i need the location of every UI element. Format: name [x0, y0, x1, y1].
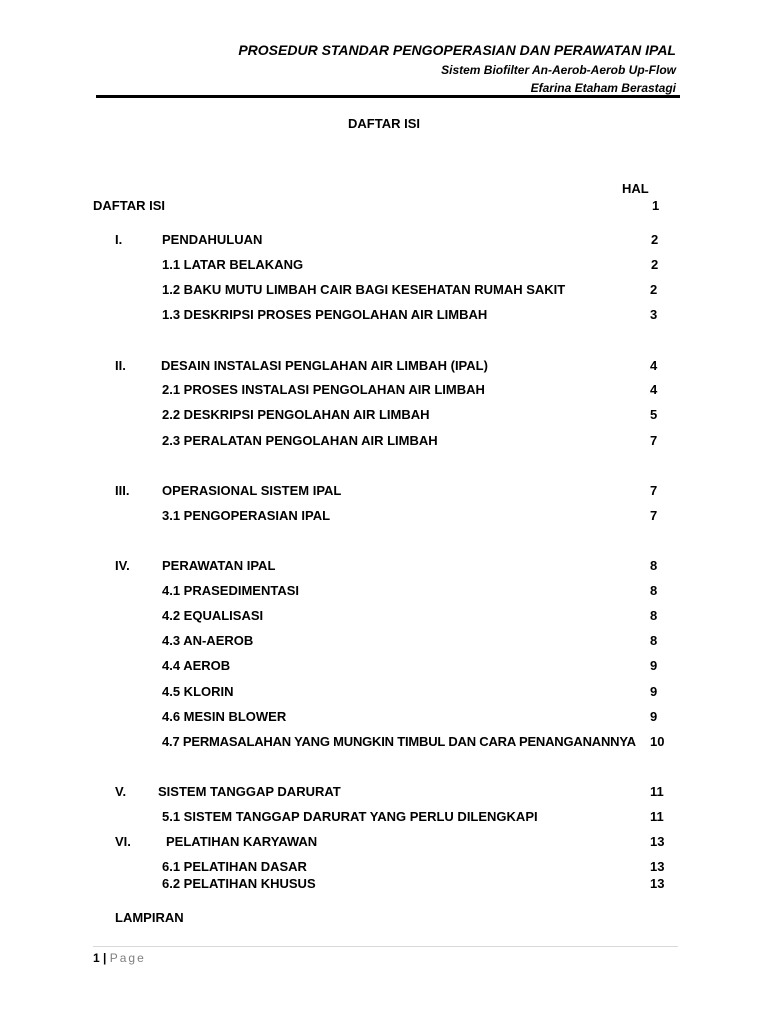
toc-entry: 4.5 KLORIN: [162, 684, 234, 699]
toc-section-num: VI.: [115, 834, 131, 849]
toc-page: 7: [650, 483, 658, 498]
toc-page: 2: [651, 232, 659, 247]
toc-page: 9: [650, 684, 658, 699]
toc-entry: 2.1 PROSES INSTALASI PENGOLAHAN AIR LIMBAH: [162, 382, 485, 397]
toc-page: 5: [650, 407, 658, 422]
toc-entry: 4.3 AN-AEROB: [162, 633, 254, 648]
toc-page: 9: [650, 709, 658, 724]
toc-entry: 4.1 PRASEDIMENTASI: [162, 583, 300, 598]
toc-page: 7: [650, 508, 658, 523]
toc-section-label: PELATIHAN KARYAWAN: [166, 834, 318, 849]
toc-entry: 6.1 PELATIHAN DASAR: [162, 859, 307, 874]
toc-section-num: IV.: [115, 558, 130, 573]
header-company: Efarina Etaham Berastagi: [530, 81, 676, 95]
toc-entry: 4.6 MESIN BLOWER: [162, 709, 287, 724]
page-title: DAFTAR ISI: [348, 116, 420, 131]
toc-section-num: II.: [115, 358, 126, 373]
toc-section-num: III.: [115, 483, 130, 498]
toc-entry: 1.1 LATAR BELAKANG: [162, 257, 304, 272]
toc-section-label: OPERASIONAL SISTEM IPAL: [162, 483, 342, 498]
toc-entry: 4.2 EQUALISASI: [162, 608, 264, 623]
toc-entry: 4.7 PERMASALAHAN YANG MUNGKIN TIMBUL DAN CARA PENANGANANNYA: [162, 734, 636, 749]
toc-page: 13: [650, 834, 665, 849]
toc-section-label: SISTEM TANGGAP DARURAT: [158, 784, 341, 799]
toc-page: 4: [650, 382, 658, 397]
toc-entry: 1.3 DESKRIPSI PROSES PENGOLAHAN AIR LIMBAH: [162, 307, 488, 322]
toc-lampiran: LAMPIRAN: [115, 910, 184, 925]
toc-page: 4: [650, 358, 658, 373]
toc-entry: 5.1 SISTEM TANGGAP DARURAT YANG PERLU DILENGKAPI: [162, 809, 538, 824]
toc-entry: 6.2 PELATIHAN KHUSUS: [162, 876, 316, 891]
toc-page: 13: [650, 876, 665, 891]
footer-separator: |: [103, 951, 107, 965]
toc-entry: 2.3 PERALATAN PENGOLAHAN AIR LIMBAH: [162, 433, 438, 448]
toc-section-label: PENDAHULUAN: [162, 232, 263, 247]
toc-section-label: PERAWATAN IPAL: [162, 558, 276, 573]
toc-page: 9: [650, 658, 658, 673]
header-subtitle: Sistem Biofilter An-Aerob-Aerob Up-Flow: [441, 63, 676, 77]
toc-page: 8: [650, 558, 658, 573]
toc-page: 13: [650, 859, 665, 874]
footer: [93, 951, 146, 965]
toc-section-label: DESAIN INSTALASI PENGLAHAN AIR LIMBAH (IPAL): [161, 358, 488, 373]
toc-page: 10: [650, 734, 665, 749]
toc-section-num: I.: [115, 232, 123, 247]
toc-entry: 3.1 PENGOPERASIAN IPAL: [162, 508, 331, 523]
toc-entry: 1.2 BAKU MUTU LIMBAH CAIR BAGI KESEHATAN RUMAH SAKIT: [162, 282, 566, 297]
toc-section-num: V.: [115, 784, 127, 799]
toc-page: 2: [650, 282, 658, 297]
toc-page: 3: [650, 307, 658, 322]
toc-page: 8: [650, 583, 658, 598]
toc-entry: 2.2 DESKRIPSI PENGOLAHAN AIR LIMBAH: [162, 407, 430, 422]
toc-daftar-isi: DAFTAR ISI: [93, 198, 165, 213]
footer-page-number: 1: [93, 951, 100, 965]
toc-page: 7: [650, 433, 658, 448]
toc-page: 1: [652, 198, 660, 213]
footer-rule: [93, 946, 678, 947]
toc-page: 11: [650, 784, 664, 799]
header-title: PROSEDUR STANDAR PENGOPERASIAN DAN PERAWATAN IPAL: [238, 42, 676, 58]
header-rule: [96, 95, 680, 98]
footer-page-label: Page: [109, 951, 146, 965]
toc-entry: 4.4 AEROB: [162, 658, 231, 673]
toc-page: 11: [650, 809, 664, 824]
hal-label: HAL: [622, 181, 649, 196]
toc-page: 8: [650, 608, 658, 623]
toc-page: 8: [650, 633, 658, 648]
toc-page: 2: [651, 257, 659, 272]
